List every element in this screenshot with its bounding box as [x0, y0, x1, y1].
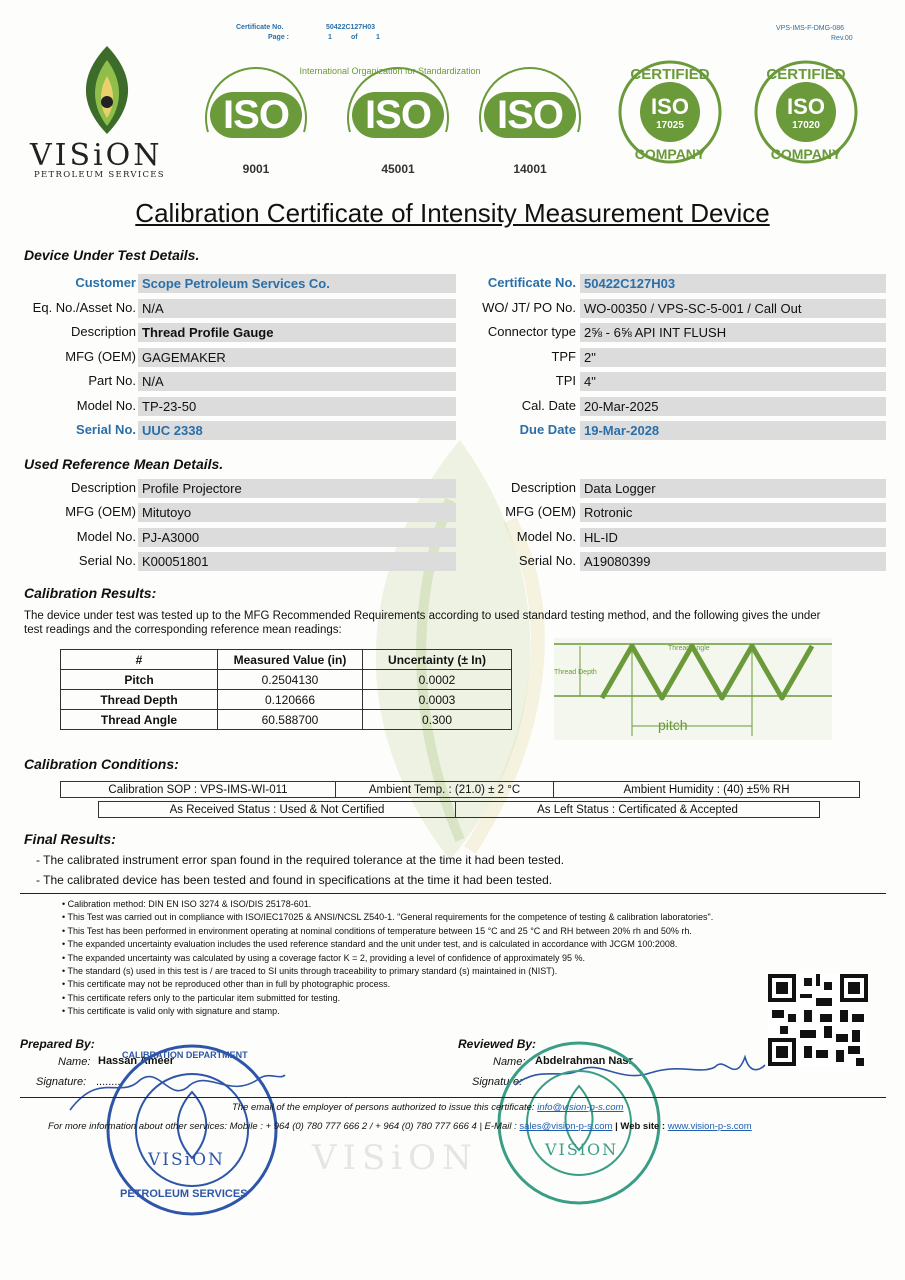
field-label: Cal. Date — [521, 397, 576, 413]
prepared-name-label: Name: — [58, 1056, 91, 1068]
field-value: Profile Projectore — [138, 479, 456, 498]
calibration-sop: Calibration SOP : VPS-IMS-WI-011 — [60, 781, 336, 798]
ambient-temp: Ambient Temp. : (21.0) ± 2 °C — [336, 781, 554, 798]
iso-number: 45001 — [381, 162, 415, 176]
note-item: • This certificate may not be reproduced other than in full by photographic process. — [62, 979, 391, 990]
field-value: 2⅝ - 6⅝ API INT FLUSH — [580, 323, 886, 342]
iso-number: 14001 — [513, 162, 547, 176]
field-value: UUC 2338 — [138, 421, 456, 440]
reviewed-name-label: Name: — [493, 1056, 526, 1068]
ref-heading: Used Reference Mean Details. — [24, 456, 224, 472]
field-label: MFG (OEM) — [505, 504, 576, 520]
field-label: Model No. — [76, 528, 136, 544]
iso-word: ISO — [352, 92, 444, 138]
row-name: Pitch — [61, 670, 218, 690]
field-label: Connector type — [487, 324, 576, 339]
header-page-current: 1 — [328, 34, 332, 41]
row-name: Thread Angle — [61, 710, 218, 730]
row-uncertainty: 0.0002 — [363, 670, 512, 690]
field-label: WO/ JT/ PO No. — [482, 299, 576, 315]
certified-iso: ISO — [651, 94, 689, 119]
header-cert-value: 50422C127H03 — [326, 24, 376, 31]
field-label: Eq. No./Asset No. — [32, 299, 136, 315]
field-value: Mitutoyo — [138, 503, 456, 522]
table-row — [61, 710, 512, 730]
field-label: Part No. — [88, 373, 136, 388]
vision-logo-icon — [72, 42, 142, 138]
field-label: TPF — [551, 348, 576, 364]
field-label: TPI — [555, 373, 576, 388]
stamp-name: VISiON — [148, 1150, 225, 1170]
diagram-thread-angle: Thread Angle — [668, 645, 710, 652]
col-header: # — [61, 650, 218, 670]
certified-bottom: COMPANY — [634, 146, 706, 162]
field-label: Certificate No. — [487, 275, 576, 290]
certified-number: 17025 — [656, 120, 684, 131]
final-line-2: - The calibrated device has been tested and found in specifications at the time it had been tested. — [36, 873, 553, 887]
results-intro-2: test readings and the corresponding reference mean readings: — [24, 624, 342, 636]
field-value: 20-Mar-2025 — [580, 397, 886, 416]
field-label: MFG (OEM) — [65, 504, 136, 520]
field-label: Description — [510, 480, 576, 495]
iso-45001-badge — [338, 62, 458, 182]
certified-iso: ISO — [787, 94, 825, 119]
dut-heading: Device Under Test Details. — [24, 247, 200, 263]
certified-top: CERTIFIED — [766, 66, 846, 83]
conditions-heading: Calibration Conditions: — [24, 756, 179, 772]
header-page-label: Page : — [268, 34, 290, 41]
logo-name: VISiON — [30, 138, 163, 173]
certified-number: 17020 — [792, 120, 820, 131]
table-row — [61, 670, 512, 690]
row-measured: 0.120666 — [218, 690, 363, 710]
stamp-ring-text: CALIBRATION DEPARTMENT — [122, 1050, 248, 1060]
results-table — [60, 649, 512, 730]
diagram-pitch: pitch — [658, 717, 688, 733]
table-row — [61, 690, 512, 710]
email-link-info[interactable]: info@vision-p-s.com — [537, 1102, 624, 1113]
email-link-sales[interactable]: sales@vision-p-s.com — [519, 1121, 613, 1132]
footer-email-pre: The email of the employer of persons authorized to issue this certificate: — [232, 1102, 535, 1113]
footer-contact-pre: For more information about other services: Mobile : + 964 (0) 780 777 666 2 / + 964 (0) 780 777 666 4 | E-Mail : — [48, 1121, 517, 1132]
field-value: TP-23-50 — [138, 397, 456, 416]
field-value: Rotronic — [580, 503, 886, 522]
row-measured: 60.588700 — [218, 710, 363, 730]
col-header: Uncertainty (± In) — [363, 650, 512, 670]
row-uncertainty: 0.0003 — [363, 690, 512, 710]
field-label: Serial No. — [78, 552, 136, 568]
certified-top: CERTIFIED — [630, 66, 710, 83]
field-value: PJ-A3000 — [138, 528, 456, 547]
as-left-status: As Left Status : Certificated & Accepted — [456, 801, 820, 818]
field-value: GAGEMAKER — [138, 348, 456, 367]
footer-email-line — [232, 1102, 623, 1113]
field-value: A19080399 — [580, 552, 886, 571]
prepared-signature-label: Signature: — [36, 1076, 87, 1088]
logo-subtitle: PETROLEUM SERVICES — [34, 170, 165, 180]
iso-number: 9001 — [242, 162, 270, 176]
field-value: 19-Mar-2028 — [580, 421, 886, 440]
results-intro-1: The device under test was tested up to the MFG Recommended Requirements according to used standard testing method, and the following gives the under — [24, 610, 821, 622]
results-heading: Calibration Results: — [24, 585, 157, 601]
footer-contact-line — [48, 1121, 752, 1132]
col-header: Measured Value (in) — [218, 650, 363, 670]
field-label: Model No. — [516, 528, 576, 544]
field-value: N/A — [138, 299, 456, 318]
diagram-thread-depth: Thread Depth — [554, 669, 597, 676]
iso-word: ISO — [484, 92, 576, 138]
field-label: Serial No. — [76, 422, 136, 437]
revision: Rev.00 — [831, 35, 853, 42]
field-value: 50422C127H03 — [580, 274, 886, 293]
field-value: K00051801 — [138, 552, 456, 571]
stamp-name-green: VISiON — [545, 1140, 619, 1159]
certified-17025-badge — [616, 58, 724, 166]
ambient-humidity: Ambient Humidity : (40) ±5% RH — [554, 781, 860, 798]
certified-bottom: COMPANY — [770, 146, 842, 162]
final-heading: Final Results: — [24, 831, 116, 847]
reviewed-signature-label: Signature: — [472, 1076, 523, 1088]
field-value: 2" — [580, 348, 886, 367]
row-name: Thread Depth — [61, 690, 218, 710]
field-value: Scope Petroleum Services Co. — [138, 274, 456, 293]
prepared-heading: Prepared By: — [20, 1037, 95, 1051]
field-label: Description — [70, 324, 136, 339]
thread-profile-diagram — [552, 636, 834, 742]
notes-list — [62, 898, 713, 1019]
field-value: Thread Profile Gauge — [138, 323, 456, 342]
results-table-header — [61, 650, 512, 670]
notes-divider — [20, 893, 886, 894]
field-label: MFG (OEM) — [65, 348, 136, 364]
certified-17020-badge — [752, 58, 860, 166]
reviewed-name: Abdelrahman Nasr — [535, 1055, 633, 1067]
note-item: • Calibration method: DIN EN ISO 3274 & ISO/DIS 25178-601. — [62, 899, 312, 909]
field-label: Description — [70, 480, 136, 495]
field-label: Due Date — [519, 422, 576, 437]
note-item: • This Test has been performed in environment operating at nominal conditions of temperature between 15 °C and 25 °C and RH between 20% rh and 50% rh. — [62, 925, 692, 936]
row-uncertainty: 0.300 — [363, 710, 512, 730]
form-code: VPS-IMS-F-DMG-086 — [776, 25, 845, 32]
note-item: • The expanded uncertainty was calculated by using a coverage factor K = 2, providing a level of confidence of approximately 95 %. — [62, 952, 586, 963]
row-measured: 0.2504130 — [218, 670, 363, 690]
note-item: • The standard (s) used in this test is / are traced to SI units through traceability to primary standard (s) maintained in (NIST). — [62, 966, 558, 977]
qr-code-icon — [768, 974, 868, 1066]
note-item: • This Test was carried out in compliance with ISO/IEC17025 & ANSI/NCSL Z540-1. "General requirements for the competence of testing & calibration laboratories". — [62, 912, 714, 923]
reviewed-heading: Reviewed By: — [458, 1037, 537, 1051]
header-cert-label: Certificate No. — [236, 24, 284, 31]
as-received-status: As Received Status : Used & Not Certified — [98, 801, 456, 818]
watermark-logo-text: VISiON — [312, 1138, 478, 1178]
field-value: 4" — [580, 372, 886, 391]
page-title: Calibration Certificate of Intensity Measurement Device — [135, 198, 770, 228]
field-value: Data Logger — [580, 479, 886, 498]
field-label: Customer — [75, 275, 136, 290]
note-item: • This certificate refers only to the particular item submitted for testing. — [62, 992, 341, 1003]
field-label: Model No. — [76, 397, 136, 413]
header-page-total: 1 — [376, 34, 380, 41]
website-link[interactable]: www.vision-p-s.com — [667, 1121, 752, 1132]
note-item: • The expanded uncertainty evaluation includes the used reference standard and the unit under test, and is calculated in accordance with JCGM 100:2008. — [62, 939, 678, 950]
iso-14001-badge — [470, 62, 590, 182]
field-value: HL-ID — [580, 528, 886, 547]
field-label: Serial No. — [518, 552, 576, 568]
prepared-signature-dots: ........ — [96, 1076, 121, 1088]
iso-ring-text: International Organization for Standardization — [299, 66, 481, 76]
footer-web-label: | Web site : — [615, 1121, 666, 1132]
header-page-of: of — [351, 34, 358, 41]
footer-divider — [20, 1097, 886, 1098]
field-value: N/A — [138, 372, 456, 391]
note-item: • This certificate is valid only with signature and stamp. — [62, 1006, 280, 1017]
final-line-1: - The calibrated instrument error span found in the required tolerance at the time it had been tested. — [36, 853, 565, 867]
stamp-bottom-text: PETROLEUM SERVICES — [120, 1188, 248, 1200]
prepared-name: Hassan Ameer — [98, 1055, 175, 1067]
iso-9001-badge — [196, 62, 316, 182]
field-value: WO-00350 / VPS-SC-5-001 / Call Out — [580, 299, 886, 318]
iso-word: ISO — [210, 92, 302, 138]
